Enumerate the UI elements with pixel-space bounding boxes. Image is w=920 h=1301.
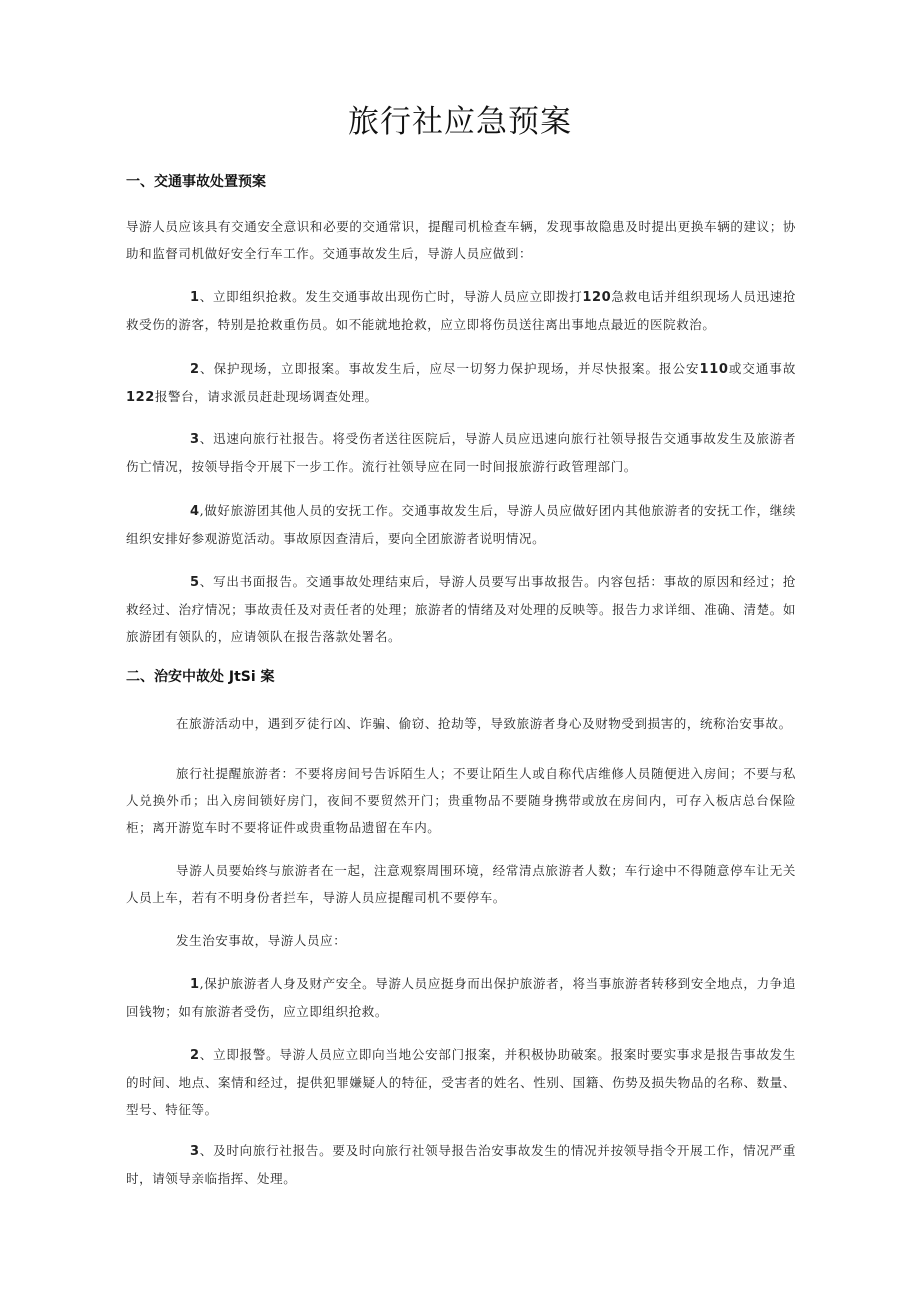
emergency-number: 122 [126,390,155,405]
item-number: 2 [190,362,200,377]
paragraph-security-lead: 发生治安事故，导游人员应： [176,933,347,948]
item-text: 迅速向旅行社报告。将受伤者送往医院后，导游人员应迅速向旅行社领导报告交通事故发生及旅游者伤亡情况，按领导指令开展下一步工作。流行社领导应在同一时间报旅游行政管理部门。 [126,431,796,474]
list-item: 1、立即组织抢救。发生交通事故出现伤亡时，导游人员应立即拨打120急救电话并组织现场人员迅速抢救受伤的游客，特别是抢救重伤员。如不能就地抢救，应立即将伤员送往离出事地点最近的医院救治。 [126,289,796,332]
item-text: 保护旅游者人身及财产安全。导游人员应挺身而出保护旅游者，将当事旅游者转移到安全地点，力争追回钱物；如有旅游者受伤，应立即组织抢救。 [126,976,796,1019]
document-title: 旅行社应急预案 [348,104,572,140]
item-text: 做好旅游团其他人员的安抚工作。交通事故发生后，导游人员应做好团内其他旅游者的安抚工作，继续组织安排好参观游览活动。事故原因查清后，要向全团旅游者说明情况。 [126,503,796,546]
section-heading-security: 二、治安中故处 JtSi 案 [126,669,275,685]
emergency-number: 120 [582,290,612,305]
item-text: 立即报警。导游人员应立即向当地公安部门报案，并积极协助破案。报案时要实事求是报告事故发生的时间、地点、案情和经过，提供犯罪嫌疑人的特征，受害者的姓名、性别、国籍、伤势及损失物品的名称、数量、型号、特征等。 [126,1047,796,1117]
paragraph-security-guide: 导游人员要始终与旅游者在一起，注意观察周围环境，经常清点旅游者人数；车行途中不得随意停车让无关人员上车，若有不明身份者拦车，导游人员应提醒司机不要停车。 [126,863,796,905]
paragraph-security-definition: 在旅游活动中，遇到歹徒行凶、诈骗、偷窃、抢劫等，导致旅游者身心及财物受到损害的，统称治安事故。 [176,716,792,731]
item-text: 保护现场，立即报案。事故发生后，应尽一切努力保护现场，并尽快报案。报公安 [213,361,700,376]
list-item: 2、立即报警。导游人员应立即向当地公安部门报案，并积极协助破案。报案时要实事求是报告事故发生的时间、地点、案情和经过，提供犯罪嫌疑人的特征，受害者的姓名、性别、国籍、伤势及损失物品的名称、数量、型号、特征等。 [126,1047,796,1117]
paragraph-traffic-intro: 导游人员应该具有交通安全意识和必要的交通常识，提醒司机检查车辆，发现事故隐患及时提出更换车辆的建议；协助和监督司机做好安全行车工作。交通事故发生后，导游人员应做到： [126,219,796,261]
item-text: 及时向旅行社报告。要及时向旅行社领导报告治安事故发生的情况并按领导指令开展工作，情况严重时，请领导亲临指挥、处理。 [126,1143,796,1186]
item-number: 1 [190,290,200,305]
list-item: 4,做好旅游团其他人员的安抚工作。交通事故发生后，导游人员应做好团内其他旅游者的安抚工作，继续组织安排好参观游览活动。事故原因查清后，要向全团旅游者说明情况。 [126,503,796,546]
list-item: 5、写出书面报告。交通事故处理结束后，导游人员要写出事故报告。内容包括：事故的原因和经过；抢救经过、治疗情况；事故责任及对责任者的处理；旅游者的情绪及对处理的反映等。报告力求详细、准确、清楚。如旅游团有领队的，应请领队在报告落款处署名。 [126,574,796,644]
section-heading-traffic: 一、交通事故处置预案 [126,174,266,190]
item-number: 3 [190,1144,200,1159]
item-number: 5 [190,575,200,590]
item-number: 2 [190,1048,200,1063]
emergency-number: 110 [699,362,729,377]
list-item: 3、及时向旅行社报告。要及时向旅行社领导报告治安事故发生的情况并按领导指令开展工作，情况严重时，请领导亲临指挥、处理。 [126,1143,796,1186]
item-text: 立即组织抢救。发生交通事故出现伤亡时，导游人员应立即拨打 [212,289,583,304]
list-item: 1,保护旅游者人身及财产安全。导游人员应挺身而出保护旅游者，将当事旅游者转移到安全地点，力争追回钱物；如有旅游者受伤，应立即组织抢救。 [126,976,796,1019]
paragraph-security-reminder: 旅行社提醒旅游者：不要将房间号告诉陌生人；不要让陌生人或自称代店维修人员随便进入房间；不要与私人兑换外币；出入房间锁好房门，夜间不要贸然开门；贵重物品不要随身携带或放在房间内，可存入板店总台保险柜；离开游览车时不要将证件或贵重物品遗留在车内。 [126,766,796,835]
item-number: 3 [190,432,200,447]
item-text: 写出书面报告。交通事故处理结束后，导游人员要写出事故报告。内容包括：事故的原因和经过；抢救经过、治疗情况；事故责任及对责任者的处理；旅游者的情绪及对处理的反映等。报告力求详细、准确、清楚。如旅游团有领队的，应请领队在报告落款处署名。 [126,574,796,644]
item-number: 1 [190,977,200,992]
list-item: 3、迅速向旅行社报告。将受伤者送往医院后，导游人员应迅速向旅行社领导报告交通事故发生及旅游者伤亡情况，按领导指令开展下一步工作。流行社领导应在同一时间报旅游行政管理部门。 [126,431,796,474]
list-item: 2、保护现场，立即报案。事故发生后，应尽一切努力保护现场，并尽快报案。报公安110或交通事故122报警台，请求派员赶赴现场调查处理。 [126,361,796,405]
item-number: 4 [190,504,200,519]
